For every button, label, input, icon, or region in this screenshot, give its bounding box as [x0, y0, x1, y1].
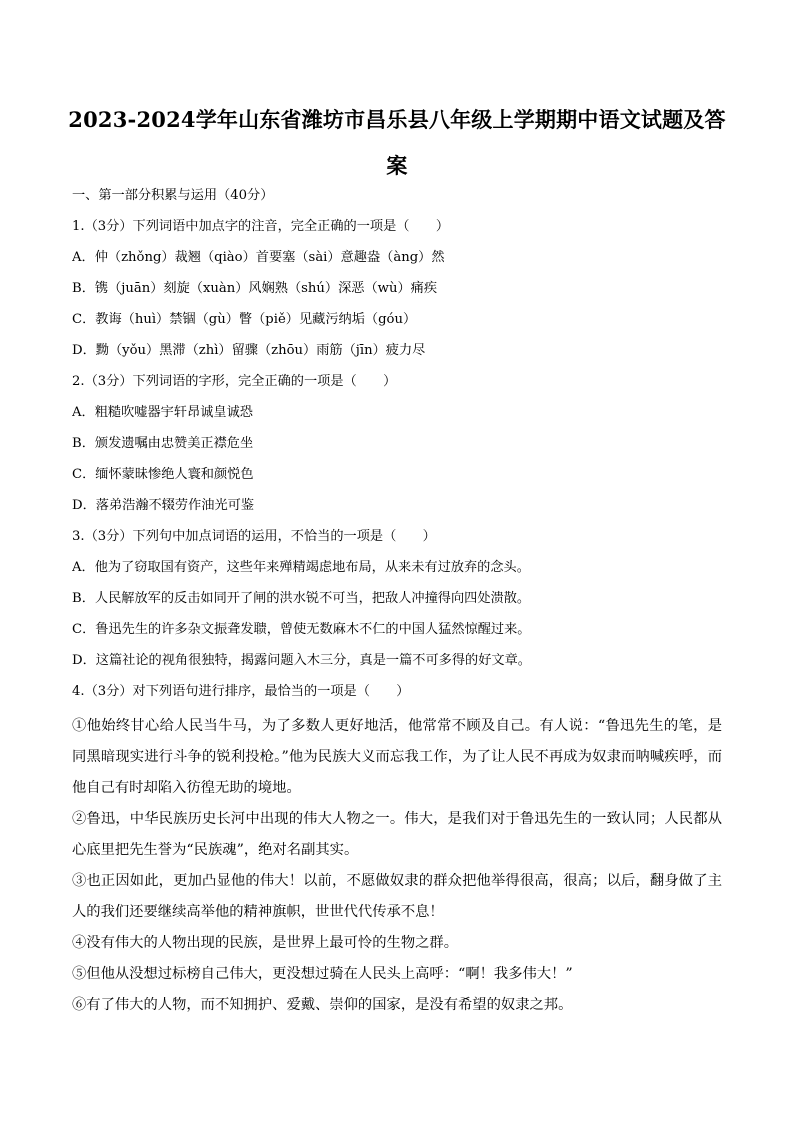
- question-1-option-c: C．教诲（huì）禁锢（gù）瞥（piě）见藏污纳垢（góu）: [72, 312, 417, 327]
- question-3-option-a: A．他为了窃取国有资产，这些年来殚精竭虑地布局，从来未有过放弃的念头。: [72, 560, 530, 575]
- question-3-option-c: C．鲁迅先生的许多杂文振聋发聩，曾使无数麻木不仁的中国人猛然惊醒过来。: [72, 622, 531, 637]
- question-3-option-b: B．人民解放军的反击如同开了闸的洪水锐不可当，把敌人冲撞得向四处溃散。: [72, 591, 531, 606]
- question-2-option-a: A．粗糙吹嘘器宇轩昂诚皇诚恐: [72, 405, 253, 420]
- document-title: 2023-2024学年山东省潍坊市昌乐县八年级上学期期中语文试题及答案: [68, 107, 726, 178]
- question-4-sentence-2: ②鲁迅，中华民族历史长河中出现的伟大人物之一。伟大，是我们对于鲁迅先生的一致认同；人民都从心底里把先生誉为“民族魂”，绝对名副其实。: [72, 811, 722, 858]
- question-4-sentence-6: ⑥有了伟大的人物，而不知拥护、爱戴、崇仰的国家，是没有希望的奴隶之邦。: [72, 997, 573, 1013]
- question-1-option-a: A．仲（zhǒng）裁翘（qiào）首要塞（sài）意趣盎（àng）然: [72, 250, 445, 265]
- question-2-option-c: C．缅怀蒙昧惨绝人寰和颜悦色: [72, 467, 254, 482]
- document-body: [72, 184, 722, 1021]
- question-2-stem: 2.（3分）下列词语的字形，完全正确的一项是（ ）: [72, 374, 397, 389]
- question-4-sentence-1: ①他始终甘心给人民当牛马，为了多数人更好地活，他常常不顾及自己。有人说：“鲁迅先生的笔，是同黑暗现实进行斗争的锐利投枪。”他为民族大义而忘我工作，为了让人民不再成为奴隶而呐喊疾呼，而他自己有时却陷入彷徨无助的境地。: [72, 718, 722, 796]
- question-3-stem: 3.（3分）下列句中加点词语的运用，不恰当的一项是（ ）: [72, 529, 436, 544]
- question-4-stem: 4.（3分）对下列语句进行排序，最恰当的一项是（ ）: [72, 684, 410, 699]
- question-1-option-d: D．黝（yǒu）黑滞（zhì）留骤（zhōu）雨筋（jīn）疲力尽: [72, 343, 426, 358]
- section-heading: 一、第一部分积累与运用（40分）: [72, 188, 274, 203]
- question-1-option-b: B．镌（juān）刻旋（xuàn）风娴熟（shú）深恶（wù）痛疾: [72, 281, 438, 296]
- question-4-sentence-4: ④没有伟大的人物出现的民族，是世界上最可怜的生物之群。: [72, 935, 459, 951]
- question-4-sentence-3: ③也正因如此，更加凸显他的伟大！以前，不愿做奴隶的群众把他举得很高，很高；以后，翻身做了主人的我们还要继续高举他的精神旗帜，世世代代传承不息！: [72, 873, 722, 920]
- question-1-stem: 1.（3分）下列词语中加点字的注音，完全正确的一项是（ ）: [72, 219, 450, 234]
- question-3-option-d: D．这篇社论的视角很独特，揭露问题入木三分，真是一篇不可多得的好文章。: [72, 653, 531, 668]
- question-4-sentence-5: ⑤但他从没想过标榜自己伟大，更没想过骑在人民头上高呼：“啊！我多伟大！”: [72, 966, 573, 982]
- question-2-option-b: B．颁发遗嘱由忠赞美正襟危坐: [72, 436, 254, 451]
- question-2-option-d: D．落弟浩瀚不辍劳作油光可鉴: [72, 498, 255, 513]
